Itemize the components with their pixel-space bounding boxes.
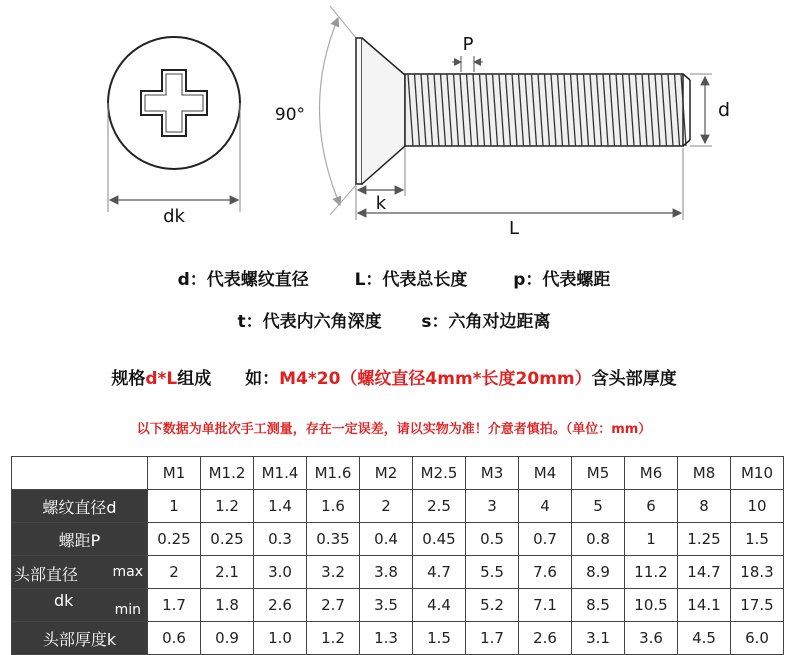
- table-cell: 3.8: [360, 556, 413, 589]
- table-cell: M3: [466, 457, 519, 490]
- row-head-min: [12, 589, 784, 622]
- phillips-cross-icon: [141, 70, 207, 136]
- legend-t: t：代表内六角深度: [237, 312, 382, 332]
- table-cell: 1.25: [678, 523, 731, 556]
- table-cell: 1.8: [201, 589, 254, 622]
- table-cell: 1.5: [413, 622, 466, 655]
- table-cell: 2: [360, 490, 413, 523]
- table-cell: M4: [519, 457, 572, 490]
- table-cell: M2.5: [413, 457, 466, 490]
- table-cell: M1: [148, 457, 201, 490]
- table-cell: 1.7: [466, 622, 519, 655]
- row-head-max: [12, 556, 784, 589]
- table-cell: 4.4: [413, 589, 466, 622]
- table-cell: 3.6: [625, 622, 678, 655]
- table-cell: 2.6: [254, 589, 307, 622]
- row-label-head-min: [12, 589, 148, 622]
- table-cell: 1.6: [307, 490, 360, 523]
- table-cell: 0.8: [572, 523, 625, 556]
- spec-suffix: 含头部厚度: [591, 369, 677, 389]
- spec-table: [11, 456, 784, 655]
- table-cell: 0.25: [201, 523, 254, 556]
- table-cell: 1.4: [254, 490, 307, 523]
- table-cell: 2: [148, 556, 201, 589]
- label-p: P: [462, 34, 474, 55]
- row-label-head-max-main: 头部直径: [14, 565, 79, 584]
- table-cell: 0.5: [466, 523, 519, 556]
- table-cell: 1.5: [731, 523, 784, 556]
- table-cell: 1: [625, 523, 678, 556]
- legend-d: d：代表螺纹直径: [177, 270, 309, 290]
- table-cell: 1.7: [148, 589, 201, 622]
- table-cell: 2.5: [413, 490, 466, 523]
- table-cell: 3.0: [254, 556, 307, 589]
- measurement-note: 以下数据为单批次手工测量，存在一定误差，请以实物为准！介意者慎拍。（单位：mm）: [136, 422, 652, 437]
- legend-row-2: [0, 307, 788, 332]
- label-dk: dk: [163, 206, 185, 227]
- table-cell: M1.6: [307, 457, 360, 490]
- table-cell: 4: [519, 490, 572, 523]
- table-cell: M8: [678, 457, 731, 490]
- table-cell: 3.2: [307, 556, 360, 589]
- legend-row-1: [0, 265, 788, 290]
- table-cell: M1.2: [201, 457, 254, 490]
- table-cell: M6: [625, 457, 678, 490]
- table-cell: 1.2: [201, 490, 254, 523]
- table-cell: 3: [466, 490, 519, 523]
- table-cell: 0.7: [519, 523, 572, 556]
- table-cell: 14.1: [678, 589, 731, 622]
- table-cell: 18.3: [731, 556, 784, 589]
- row-size: [12, 457, 784, 490]
- spec-example: 如：: [245, 369, 280, 389]
- legend-s: s：六角对边距离: [421, 312, 551, 332]
- table-cell: 4.5: [678, 622, 731, 655]
- table-cell: 6.0: [731, 622, 784, 655]
- table-cell: 8.9: [572, 556, 625, 589]
- row-label-head-min-sub: min: [114, 602, 141, 618]
- table-cell: 7.6: [519, 556, 572, 589]
- row-label-head-max: [12, 556, 148, 589]
- table-cell: 11.2: [625, 556, 678, 589]
- legend-p: p：代表螺距: [513, 270, 611, 290]
- diameter-dimension: [690, 74, 730, 146]
- row-label-head-min-main: dk: [54, 591, 74, 610]
- label-L: L: [508, 218, 520, 239]
- table-cell: 1.0: [254, 622, 307, 655]
- table-cell: 2.6: [519, 622, 572, 655]
- table-cell: 3.5: [360, 589, 413, 622]
- length-dimensions: [356, 148, 683, 239]
- spec-line: [0, 364, 788, 389]
- label-k: k: [375, 193, 387, 214]
- spec-prefix: 规格: [111, 369, 146, 389]
- label-d: d: [718, 99, 731, 121]
- table-cell: M2: [360, 457, 413, 490]
- table-cell: 1.3: [360, 622, 413, 655]
- row-label-head-max-sub: max: [112, 564, 143, 580]
- table-cell: 0.4: [360, 523, 413, 556]
- table-cell: 0.25: [148, 523, 201, 556]
- row-thickness: [12, 622, 784, 655]
- table-cell: 2.7: [307, 589, 360, 622]
- table-cell: 2.1: [201, 556, 254, 589]
- table-cell: 7.1: [519, 589, 572, 622]
- screw-side-view: [356, 38, 690, 184]
- table-cell: 0.6: [148, 622, 201, 655]
- table-cell: 3.1: [572, 622, 625, 655]
- spec-example-value: M4*20（螺纹直径4mm*长度20mm）: [279, 369, 592, 389]
- table-cell: 8.5: [572, 589, 625, 622]
- angle-indicator: [275, 6, 356, 215]
- table-cell: 6: [625, 490, 678, 523]
- spec-dL: d*L: [145, 369, 178, 389]
- table-cell: 10: [731, 490, 784, 523]
- table-cell: 14.7: [678, 556, 731, 589]
- table-cell: 1: [148, 490, 201, 523]
- table-cell: M1.4: [254, 457, 307, 490]
- table-cell: 17.5: [731, 589, 784, 622]
- table-cell: 8: [678, 490, 731, 523]
- legend-L: L：代表总长度: [354, 270, 468, 290]
- row-label-size: 螺纹规格: [12, 457, 148, 490]
- table-cell: 0.9: [201, 622, 254, 655]
- row-label-diameter: 螺纹直径d: [12, 490, 148, 523]
- table-cell: 0.3: [254, 523, 307, 556]
- table-cell: 0.35: [307, 523, 360, 556]
- table-cell: 5: [572, 490, 625, 523]
- row-pitch: [12, 523, 784, 556]
- table-cell: M5: [572, 457, 625, 490]
- row-label-thickness: 头部厚度k: [12, 622, 148, 655]
- pitch-dimension: [452, 34, 483, 72]
- spec-compose: 组成: [177, 369, 212, 389]
- table-cell: 4.7: [413, 556, 466, 589]
- table-cell: M10: [731, 457, 784, 490]
- row-diameter: [12, 490, 784, 523]
- table-cell: 0.45: [413, 523, 466, 556]
- label-angle: 90°: [274, 105, 306, 125]
- screw-head-top-view: [108, 37, 240, 227]
- table-cell: 5.5: [466, 556, 519, 589]
- table-cell: 1.2: [307, 622, 360, 655]
- table-cell: 10.5: [625, 589, 678, 622]
- table-cell: 5.2: [466, 589, 519, 622]
- screw-diagram: [0, 0, 788, 250]
- row-label-pitch: 螺距P: [12, 523, 148, 556]
